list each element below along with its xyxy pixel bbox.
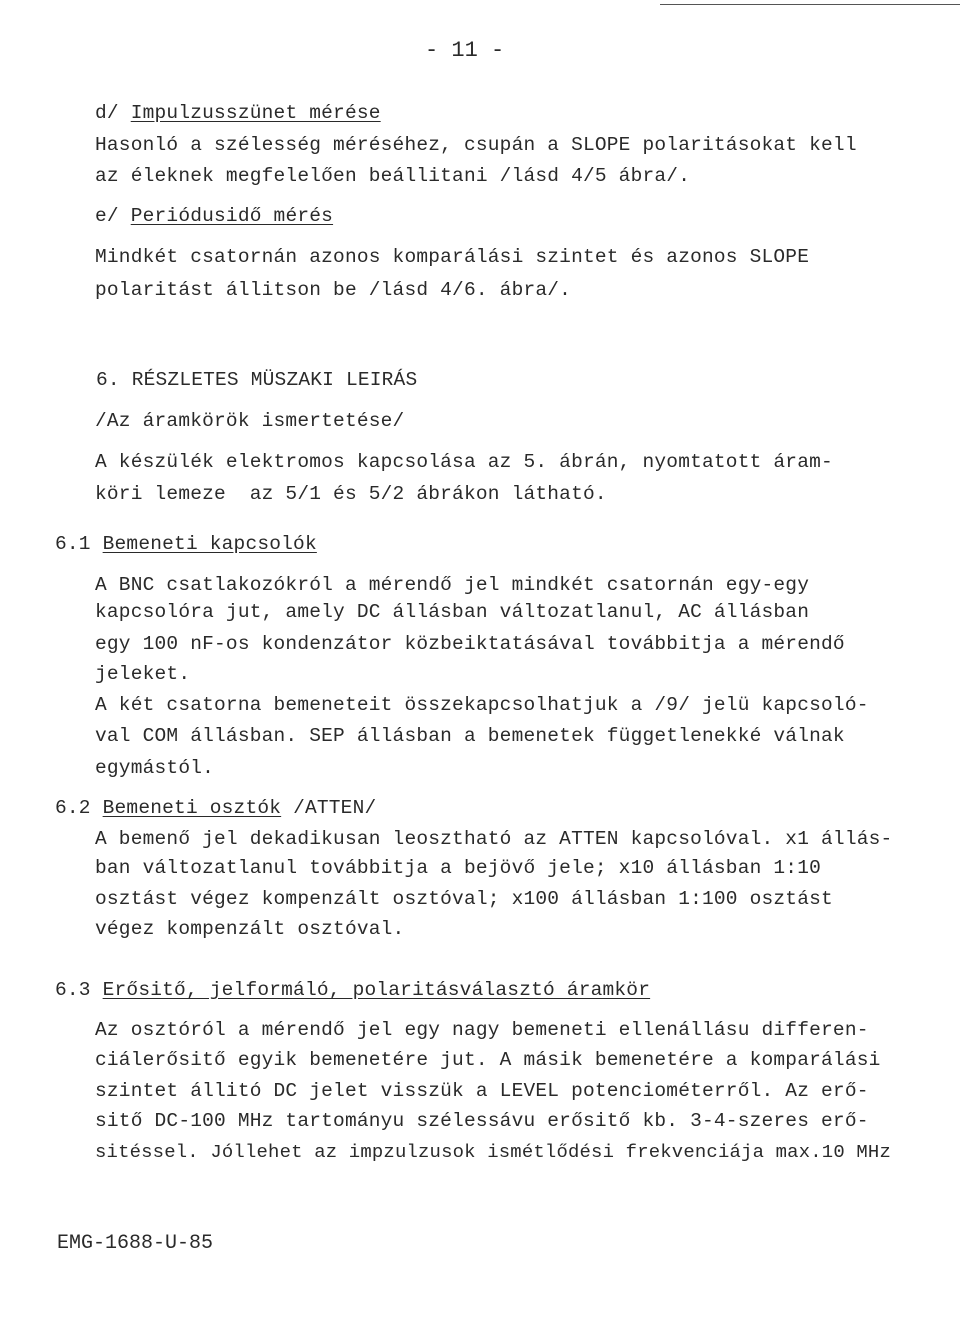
text-line: egy 100 nF-os kondenzátor közbeiktatásával továbbitja a mérendő bbox=[95, 633, 845, 655]
section-title: RÉSZLETES MÜSZAKI LEIRÁS bbox=[131, 369, 418, 391]
text-line: szintet állitó DC jelet visszük a LEVEL potenciométerről. Az erő- bbox=[95, 1080, 869, 1102]
text-line: osztást végez kompenzált osztóval; x100 állásban 1:100 osztást bbox=[95, 888, 833, 910]
text-line: jeleket. bbox=[95, 663, 191, 685]
section-number: 6. bbox=[96, 369, 120, 391]
section-title-suffix: /ATTEN/ bbox=[293, 797, 377, 819]
text-line: A két csatorna bemeneteit összekapcsolhatjuk a /9/ jelü kapcsoló- bbox=[95, 694, 869, 716]
top-edge-rule bbox=[660, 4, 960, 5]
section-heading-e bbox=[95, 204, 333, 228]
text-line: köri lemeze az 5/1 és 5/2 ábrákon látható. bbox=[95, 483, 607, 505]
section-title: Bemeneti osztók bbox=[102, 797, 282, 819]
text-line: Mindkét csatornán azonos komparálási szintet és azonos SLOPE bbox=[95, 246, 810, 268]
section-number: d/ bbox=[95, 102, 119, 124]
document-code: EMG-1688-U-85 bbox=[57, 1232, 214, 1255]
text-line: polaritást állitson be /lásd 4/6. ábra/. bbox=[95, 279, 572, 301]
text-line: val COM állásban. SEP állásban a bemenetek függetlenekké válnak bbox=[95, 725, 845, 747]
section-title: Periódusidő mérés bbox=[130, 205, 334, 227]
section-heading-6-2 bbox=[55, 796, 376, 820]
section-heading-6-3 bbox=[55, 978, 650, 1002]
text-line: A BNC csatlakozókról a mérendő jel mindkét csatornán egy-egy bbox=[95, 574, 810, 596]
text-line: egymástól. bbox=[95, 757, 215, 779]
text-line: az éleknek megfelelően beállitani /lásd 4/5 ábra/. bbox=[95, 165, 691, 187]
section-heading-6 bbox=[96, 368, 417, 392]
section-title: Erősitő, jelformáló, polaritásválasztó áramkör bbox=[102, 979, 651, 1001]
text-line: ciálerősitő egyik bemenetére jut. A másik bemenetére a komparálási bbox=[95, 1049, 881, 1071]
text-line: A készülék elektromos kapcsolása az 5. ábrán, nyomtatott áram- bbox=[95, 451, 833, 473]
section-title: Bemeneti kapcsolók bbox=[102, 533, 317, 555]
page-number: - 11 - bbox=[425, 38, 505, 63]
text-line: ban változatlanul továbbitja a bejövő jele; x10 állásban 1:10 bbox=[95, 857, 822, 879]
text-line: A bemenő jel dekadikusan leosztható az ATTEN kapcsolóval. x1 állás- bbox=[95, 828, 893, 850]
section-number: e/ bbox=[95, 205, 119, 227]
text-line: kapcsolóra jut, amely DC állásban változatlanul, AC állásban bbox=[95, 601, 810, 623]
text-line: sitéssel. Jóllehet az impzulzusok ismétlődési frekvenciája max.10 MHz bbox=[95, 1141, 891, 1163]
text-line: végez kompenzált osztóval. bbox=[95, 918, 405, 940]
text-line: Hasonló a szélesség méréséhez, csupán a SLOPE polaritásokat kell bbox=[95, 134, 857, 156]
section-heading-d bbox=[95, 101, 381, 125]
section-heading-6-1 bbox=[55, 532, 317, 556]
text-line: /Az áramkörök ismertetése/ bbox=[95, 410, 405, 432]
section-number: 6.2 bbox=[55, 797, 91, 819]
text-line: sitő DC-100 MHz tartományu szélessávu erősitő kb. 3-4-szeres erő- bbox=[95, 1110, 869, 1132]
section-number: 6.1 bbox=[55, 533, 91, 555]
text-line: Az osztóról a mérendő jel egy nagy bemeneti ellenállásu differen- bbox=[95, 1019, 869, 1041]
section-title: Impulzusszünet mérése bbox=[130, 102, 381, 124]
section-number: 6.3 bbox=[55, 979, 91, 1001]
